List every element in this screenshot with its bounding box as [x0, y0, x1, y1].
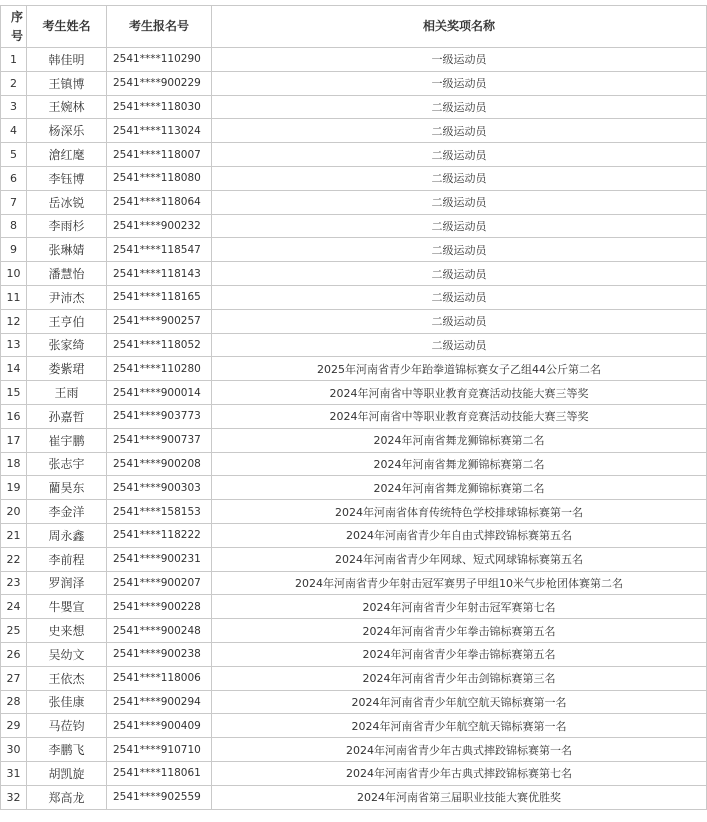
table-row: [1, 714, 707, 738]
cell-number: 2541****900294: [107, 690, 212, 714]
cell-award: 2024年河南省青少年航空航天锦标赛第一名: [212, 690, 707, 714]
cell-seq: 32: [1, 785, 27, 809]
cell-seq: 31: [1, 761, 27, 785]
cell-seq: 9: [1, 238, 27, 262]
cell-award: 2024年河南省体育传统特色学校排球锦标赛第一名: [212, 500, 707, 524]
cell-name: 潘慧怡: [27, 262, 107, 286]
table-row: [1, 285, 707, 309]
cell-award: 2024年河南省青少年自由式摔跤锦标赛第五名: [212, 523, 707, 547]
table-row: [1, 690, 707, 714]
cell-number: 2541****118143: [107, 262, 212, 286]
cell-award: 二级运动员: [212, 119, 707, 143]
cell-number: 2541****910710: [107, 738, 212, 762]
cell-seq: 5: [1, 143, 27, 167]
cell-seq: 4: [1, 119, 27, 143]
cell-name: 滄红麾: [27, 143, 107, 167]
cell-award: 二级运动员: [212, 214, 707, 238]
header-seq: 序号: [1, 6, 27, 48]
cell-name: 娄紫珺: [27, 357, 107, 381]
cell-name: 史来想: [27, 619, 107, 643]
table-row: [1, 547, 707, 571]
cell-seq: 17: [1, 428, 27, 452]
table-row: [1, 143, 707, 167]
cell-name: 李雨杉: [27, 214, 107, 238]
cell-award: 二级运动员: [212, 262, 707, 286]
cell-name: 周永鑫: [27, 523, 107, 547]
cell-name: 尹沛杰: [27, 285, 107, 309]
cell-award: 2024年河南省中等职业教育竞赛活动技能大赛三等奖: [212, 404, 707, 428]
cell-number: 2541****158153: [107, 500, 212, 524]
cell-name: 马莅钧: [27, 714, 107, 738]
cell-number: 2541****902559: [107, 785, 212, 809]
table-row: [1, 666, 707, 690]
cell-number: 2541****900409: [107, 714, 212, 738]
cell-number: 2541****118061: [107, 761, 212, 785]
cell-name: 王依杰: [27, 666, 107, 690]
table-row: [1, 595, 707, 619]
cell-award: 2024年河南省青少年击剑锦标赛第三名: [212, 666, 707, 690]
cell-number: 2541****900737: [107, 428, 212, 452]
cell-number: 2541****118080: [107, 166, 212, 190]
cell-seq: 10: [1, 262, 27, 286]
cell-name: 杨深乐: [27, 119, 107, 143]
table-row: [1, 190, 707, 214]
header-row: [1, 6, 707, 48]
cell-award: 2024年河南省青少年航空航天锦标赛第一名: [212, 714, 707, 738]
table-body: [1, 48, 707, 810]
table-row: [1, 119, 707, 143]
cell-name: 韩佳明: [27, 48, 107, 72]
table-row: [1, 309, 707, 333]
cell-name: 李钰博: [27, 166, 107, 190]
table-row: [1, 214, 707, 238]
cell-award: 2024年河南省青少年古典式摔跤锦标赛第七名: [212, 761, 707, 785]
cell-name: 胡凯旋: [27, 761, 107, 785]
cell-seq: 13: [1, 333, 27, 357]
cell-seq: 3: [1, 95, 27, 119]
cell-number: 2541****118547: [107, 238, 212, 262]
cell-award: 2024年河南省青少年网球、短式网球锦标赛第五名: [212, 547, 707, 571]
cell-award: 二级运动员: [212, 143, 707, 167]
cell-seq: 7: [1, 190, 27, 214]
cell-award: 二级运动员: [212, 333, 707, 357]
cell-name: 吴幼文: [27, 642, 107, 666]
cell-seq: 20: [1, 500, 27, 524]
cell-seq: 8: [1, 214, 27, 238]
table-row: [1, 428, 707, 452]
cell-seq: 18: [1, 452, 27, 476]
cell-award: 2024年河南省舞龙狮锦标赛第二名: [212, 452, 707, 476]
cell-seq: 11: [1, 285, 27, 309]
cell-number: 2541****900303: [107, 476, 212, 500]
table-row: [1, 500, 707, 524]
table-row: [1, 619, 707, 643]
cell-name: 王亨伯: [27, 309, 107, 333]
cell-name: 岳冰锐: [27, 190, 107, 214]
cell-award: 2025年河南省青少年跆拳道锦标赛女子乙组44公斤第二名: [212, 357, 707, 381]
table-row: [1, 357, 707, 381]
cell-name: 李前程: [27, 547, 107, 571]
cell-award: 2024年河南省舞龙狮锦标赛第二名: [212, 476, 707, 500]
cell-seq: 15: [1, 381, 27, 405]
cell-number: 2541****118030: [107, 95, 212, 119]
cell-name: 王雨: [27, 381, 107, 405]
table-row: [1, 571, 707, 595]
table-row: [1, 333, 707, 357]
cell-number: 2541****118064: [107, 190, 212, 214]
cell-seq: 29: [1, 714, 27, 738]
table-row: [1, 452, 707, 476]
cell-name: 张家绮: [27, 333, 107, 357]
cell-award: 二级运动员: [212, 238, 707, 262]
cell-award: 二级运动员: [212, 190, 707, 214]
cell-award: 二级运动员: [212, 166, 707, 190]
cell-seq: 16: [1, 404, 27, 428]
cell-seq: 22: [1, 547, 27, 571]
cell-number: 2541****900248: [107, 619, 212, 643]
cell-name: 孙嘉哲: [27, 404, 107, 428]
cell-seq: 2: [1, 71, 27, 95]
header-award: 相关奖项名称: [212, 6, 707, 48]
header-name: 考生姓名: [27, 6, 107, 48]
table-row: [1, 166, 707, 190]
cell-seq: 23: [1, 571, 27, 595]
cell-name: 王镇博: [27, 71, 107, 95]
cell-number: 2541****900231: [107, 547, 212, 571]
cell-seq: 14: [1, 357, 27, 381]
table-row: [1, 95, 707, 119]
table-row: [1, 71, 707, 95]
cell-number: 2541****110290: [107, 48, 212, 72]
cell-number: 2541****903773: [107, 404, 212, 428]
cell-seq: 12: [1, 309, 27, 333]
cell-number: 2541****110280: [107, 357, 212, 381]
cell-seq: 24: [1, 595, 27, 619]
header-number: 考生报名号: [107, 6, 212, 48]
cell-seq: 27: [1, 666, 27, 690]
table-row: [1, 476, 707, 500]
cell-number: 2541****900228: [107, 595, 212, 619]
cell-award: 一级运动员: [212, 71, 707, 95]
cell-name: 李金洋: [27, 500, 107, 524]
cell-award: 2024年河南省青少年拳击锦标赛第五名: [212, 619, 707, 643]
table-row: [1, 523, 707, 547]
cell-award: 2024年河南省青少年拳击锦标赛第五名: [212, 642, 707, 666]
cell-award: 二级运动员: [212, 95, 707, 119]
table-row: [1, 785, 707, 809]
cell-name: 张琳婧: [27, 238, 107, 262]
cell-number: 2541****118052: [107, 333, 212, 357]
table-row: [1, 238, 707, 262]
cell-seq: 25: [1, 619, 27, 643]
cell-award: 2024年河南省青少年古典式摔跤锦标赛第一名: [212, 738, 707, 762]
cell-name: 牛嬰宣: [27, 595, 107, 619]
cell-name: 郑高龙: [27, 785, 107, 809]
cell-number: 2541****118006: [107, 666, 212, 690]
cell-number: 2541****113024: [107, 119, 212, 143]
cell-number: 2541****900229: [107, 71, 212, 95]
table-row: [1, 48, 707, 72]
cell-seq: 1: [1, 48, 27, 72]
cell-award: 2024年河南省第三届职业技能大赛优胜奖: [212, 785, 707, 809]
cell-seq: 21: [1, 523, 27, 547]
cell-award: 一级运动员: [212, 48, 707, 72]
cell-number: 2541****118222: [107, 523, 212, 547]
cell-number: 2541****900238: [107, 642, 212, 666]
cell-name: 崔宇鹏: [27, 428, 107, 452]
cell-number: 2541****900257: [107, 309, 212, 333]
table-row: [1, 642, 707, 666]
cell-number: 2541****118165: [107, 285, 212, 309]
cell-award: 2024年河南省青少年射击冠军赛男子甲组10米气步枪团体赛第二名: [212, 571, 707, 595]
table-row: [1, 262, 707, 286]
table-row: [1, 738, 707, 762]
cell-seq: 6: [1, 166, 27, 190]
cell-number: 2541****900207: [107, 571, 212, 595]
cell-seq: 19: [1, 476, 27, 500]
cell-number: 2541****900208: [107, 452, 212, 476]
cell-seq: 30: [1, 738, 27, 762]
cell-number: 2541****118007: [107, 143, 212, 167]
cell-name: 张佳康: [27, 690, 107, 714]
table-row: [1, 404, 707, 428]
table-row: [1, 761, 707, 785]
cell-award: 2024年河南省中等职业教育竞赛活动技能大赛三等奖: [212, 381, 707, 405]
cell-name: 李鹏飞: [27, 738, 107, 762]
cell-name: 张志宇: [27, 452, 107, 476]
cell-award: 2024年河南省青少年射击冠军赛第七名: [212, 595, 707, 619]
cell-seq: 26: [1, 642, 27, 666]
cell-award: 二级运动员: [212, 309, 707, 333]
cell-name: 罗润泽: [27, 571, 107, 595]
cell-award: 2024年河南省舞龙狮锦标赛第二名: [212, 428, 707, 452]
award-table: [0, 5, 707, 810]
cell-seq: 28: [1, 690, 27, 714]
cell-name: 藺昊东: [27, 476, 107, 500]
cell-number: 2541****900014: [107, 381, 212, 405]
cell-number: 2541****900232: [107, 214, 212, 238]
cell-name: 王婉林: [27, 95, 107, 119]
cell-award: 二级运动员: [212, 285, 707, 309]
table-row: [1, 381, 707, 405]
